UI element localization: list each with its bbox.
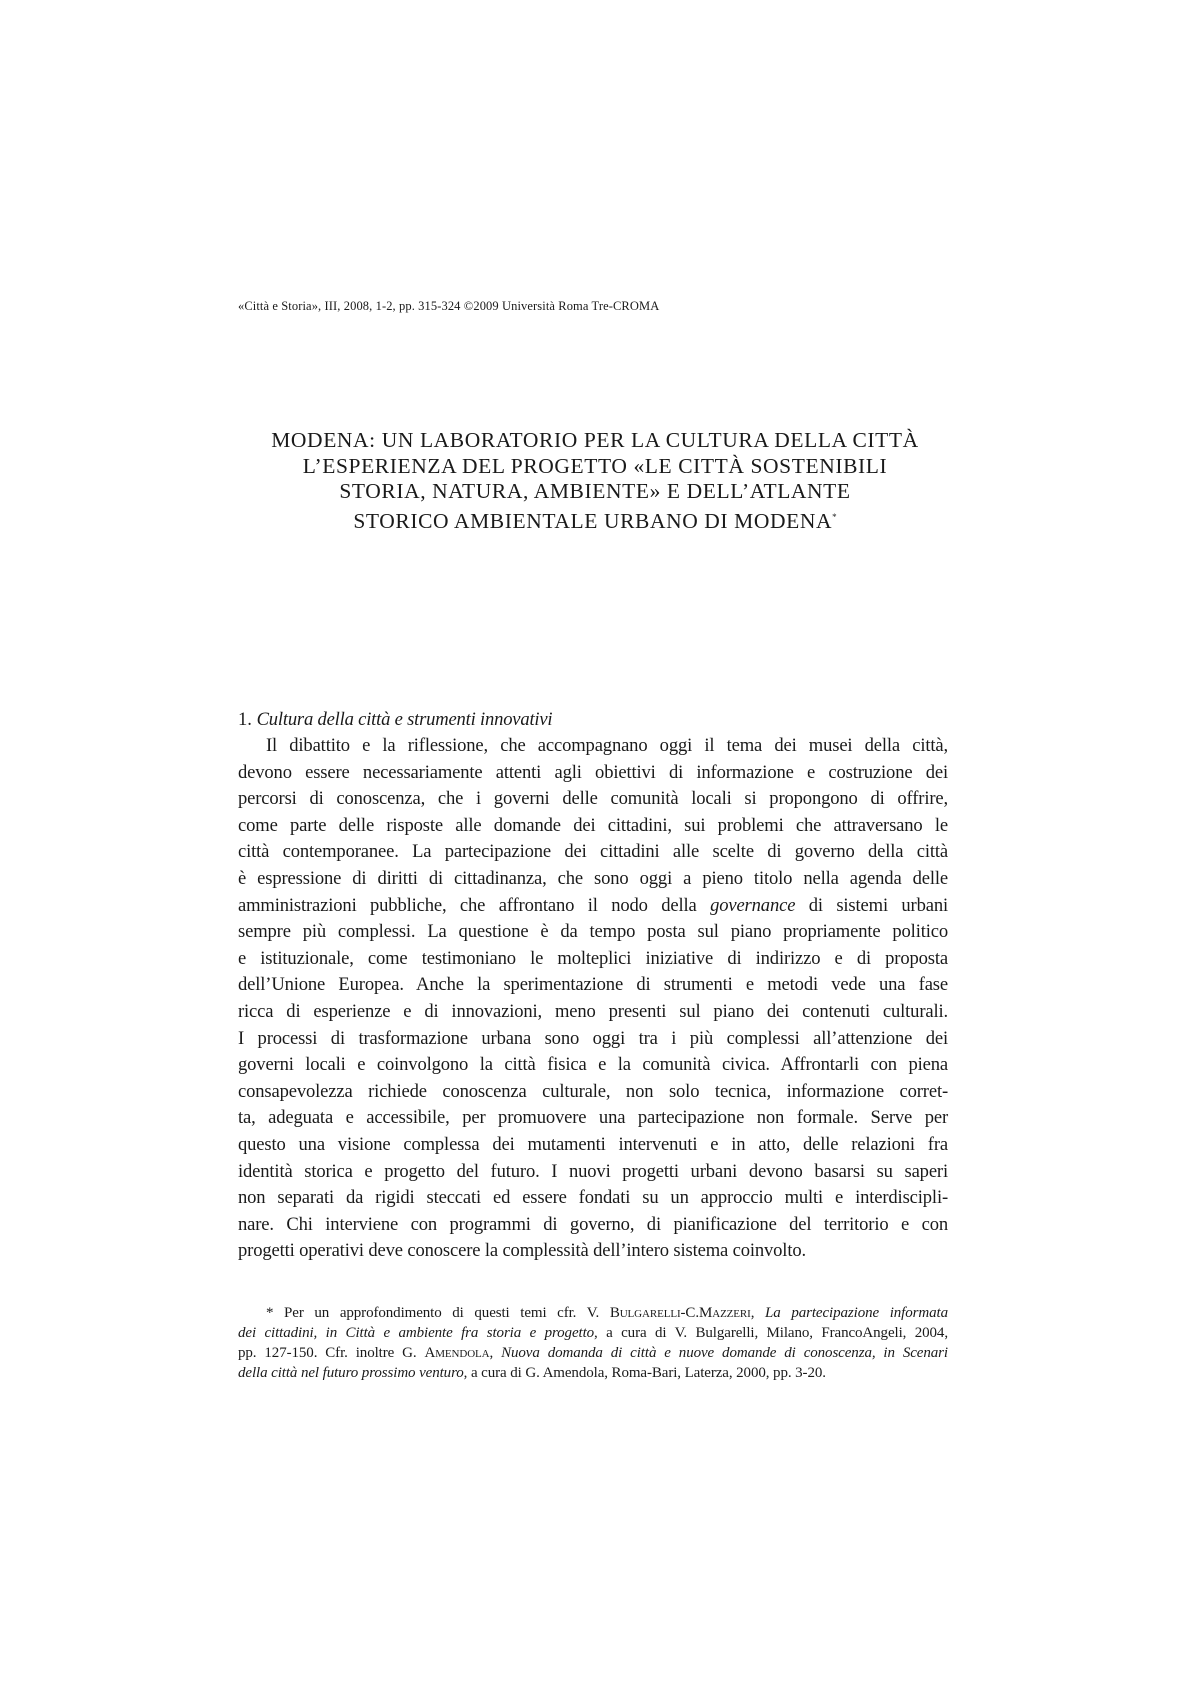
paragraph-line: devono essere necessariamente attenti agli obiettivi di informazione e costruzione dei <box>238 761 948 783</box>
footnote <box>238 1303 948 1383</box>
paragraph-line: non separati da rigidi steccati ed essere fondati su un approccio multi e interdiscipli- <box>238 1187 948 1209</box>
paragraph-line: governi locali e coinvolgono la città fisica e la comunità civica. Affrontarli con piena <box>238 1054 948 1076</box>
paragraph-line <box>238 893 948 920</box>
footnote-line-2 <box>238 1323 948 1343</box>
title-line-2: L’ESPERIENZA DEL PROGETTO «LE CITTÀ SOSTENIBILI <box>302 453 888 478</box>
paragraph-line: città contemporanee. La partecipazione dei cittadini alle scelte di governo della città <box>238 841 948 863</box>
author-name: Bulgarelli <box>609 1305 681 1321</box>
section-1 <box>238 706 948 1265</box>
governance-term: governance <box>710 894 796 916</box>
title-line-4 <box>180 505 1010 535</box>
paragraph-line: questo una visione complessa dei mutamenti intervenuti e in atto, delle relazioni fra <box>238 1133 948 1155</box>
paragraph-line: identità storica e progetto del futuro. I nuovi progetti urbani devono basarsi su saperi <box>238 1160 948 1182</box>
author-name: Mazzeri <box>698 1305 751 1321</box>
section-title: Cultura della città e strumenti innovativi <box>256 709 553 730</box>
author-name: Amendola <box>424 1345 490 1361</box>
footnote-line-1 <box>238 1303 948 1323</box>
footnote-text: pp. 127-150. Cfr. inoltre G. <box>238 1345 425 1361</box>
title-footnote-marker: * <box>832 511 837 522</box>
footnote-text: , <box>489 1345 502 1361</box>
footnote-text: , <box>750 1305 766 1321</box>
paragraph-line: come parte delle risposte alle domande dei cittadini, sui problemi che attraversano le <box>238 814 948 836</box>
paragraph-line: e istituzionale, come testimoniano le molteplici iniziative di indirizzo e di proposta <box>238 947 948 969</box>
paragraph-line: ricca di esperienze e di innovazioni, meno presenti sul piano dei contenuti culturali. <box>238 1000 948 1022</box>
work-title: Nuova domanda di città e nuove domande di conoscenza, in Scenari <box>501 1345 948 1361</box>
footnote-line-4 <box>238 1363 948 1383</box>
section-heading <box>238 706 948 733</box>
footnote-line-3 <box>238 1343 948 1363</box>
paragraph-line: dell’Unione Europea. Anche la sperimentazione di strumenti e metodi vede una fase <box>238 974 948 996</box>
paragraph-line-tail: di sistemi urbani <box>795 894 948 916</box>
paragraph-line: è espressione di diritti di cittadinanza, che sono oggi a pieno titolo nella agenda delle <box>238 867 948 889</box>
paragraph-line: progetti operativi deve conoscere la complessità dell’intero sistema coinvolto. <box>238 1240 806 1262</box>
paragraph-line-text: amministrazioni pubbliche, che affrontano il nodo della <box>238 894 697 916</box>
footnote-text: -C. <box>680 1305 699 1321</box>
section-number: 1. <box>238 709 252 730</box>
paragraph-line: percorsi di conoscenza, che i governi delle comunità locali si propongono di offrire, <box>238 788 948 810</box>
article-title <box>180 428 1010 534</box>
footnote-text: * Per un approfondimento di questi temi cfr. V. <box>266 1305 610 1321</box>
paragraph-line: consapevolezza richiede conoscenza culturale, non solo tecnica, informazione corret- <box>238 1080 948 1102</box>
paragraph-line: I processi di trasformazione urbana sono oggi tra i più complessi all’attenzione dei <box>238 1027 948 1049</box>
work-title: dei cittadini, in Città e ambiente fra storia e progetto <box>238 1325 595 1341</box>
title-line-1: MODENA: UN LABORATORIO PER LA CULTURA DELLA CITTÀ <box>271 428 919 452</box>
title-line-3: STORIA, NATURA, AMBIENTE» E DELL’ATLANTE <box>339 479 851 503</box>
footnote-text: , a cura di V. Bulgarelli, Milano, FrancoAngeli, 2004, <box>594 1325 948 1341</box>
footnote-text: , a cura di G. Amendola, Roma-Bari, Laterza, 2000, pp. 3-20. <box>463 1365 826 1381</box>
work-title: La partecipazione informata <box>765 1305 948 1321</box>
paragraph-line: ta, adeguata e accessibile, per promuovere una partecipazione non formale. Serve per <box>238 1107 948 1129</box>
paragraph-line: nare. Chi interviene con programmi di governo, di pianificazione del territorio e con <box>238 1213 948 1235</box>
paragraph-line: Il dibattito e la riflessione, che accompagnano oggi il tema dei musei della città, <box>266 735 948 756</box>
work-title: della città nel futuro prossimo venturo <box>238 1365 464 1381</box>
title-line-4-text: STORICO AMBIENTALE URBANO DI MODENA <box>353 508 833 533</box>
journal-citation: «Città e Storia», III, 2008, 1-2, pp. 315-324 ©2009 Università Roma Tre-CROMA <box>238 299 660 313</box>
paragraph-line: sempre più complessi. La questione è da tempo posta sul piano propriamente politico <box>238 921 948 943</box>
